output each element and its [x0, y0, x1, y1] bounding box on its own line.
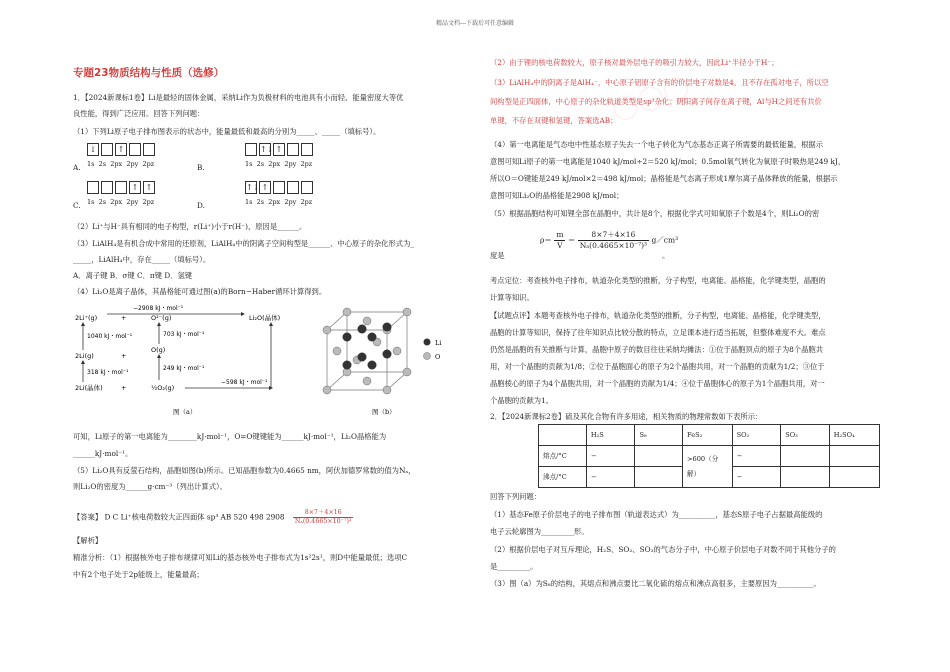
explain-line-r4: 单键，不存在双键和氢键，答案选AB；: [490, 116, 618, 125]
bh-e249: 249 kJ・mol⁻¹: [163, 365, 205, 372]
q1-intro-line-1: 1．【2024新课标1卷】Li是最轻的固体金属，采纳Li作为负极材料的电池具有小而轻、能量密度大等优: [73, 93, 404, 102]
bh-e318: 318 kJ・mol⁻¹: [87, 369, 129, 376]
orbital-labels-b: 1s 2s 2px 2py 2pz: [245, 160, 313, 168]
bh-e703: 703 kJ・mol⁻¹: [163, 331, 205, 338]
page-header: 精品文档---下载后可任意编辑: [435, 20, 515, 27]
legend-li-marker: [424, 339, 431, 346]
explain-line-r5: （4）第一电离能是气态电中性基态原子失去一个电子转化为气态基态正离子所需要的最低能量，根据示: [490, 140, 823, 149]
born-haber-diagram: [73, 300, 318, 418]
explain-line-r14: 晶胞的计算等知识，保持了往年知识点比较分散的特点，立足课本进行适当拓展，但整体难度不大。难点: [490, 328, 826, 337]
mv-numerator: m: [556, 230, 564, 239]
q2-part2-line1: （2）根据价层电子对互斥理论，H₂S、SO₂、SO₃的气态分子中，中心原子价层电子对数不同于其他分子的: [490, 545, 836, 554]
explain-line-r6: 意图可知Li原子的第一电离能是1040 kJ/mol÷2＝520 kJ/mol；0.5mol氧气转化为氧原子时吸热是249 kJ，: [490, 157, 846, 166]
bh-plus-3: +: [121, 384, 127, 392]
q1-part5-line2: 则Li₂O的密度为______g·cm⁻³（列出计算式）。: [73, 482, 227, 491]
table-cell: −: [732, 467, 781, 488]
orbital-diagram-a: ↓ ↑: [87, 143, 157, 157]
rho-unit: g／cm³: [651, 235, 679, 245]
table-header-row: [539, 425, 880, 446]
answer-denominator: Nₐ(0.4665×10⁻⁷)³: [294, 518, 352, 525]
explain-line-r15: 仍然是晶胞的有关推断与计算，晶胞中原子的数目往往采纳均摊法：①位于晶胞顶点的原子为8个晶胞共: [490, 345, 823, 354]
bh-e598: −598 kJ・mol⁻¹: [221, 379, 268, 386]
answer-fraction: [293, 509, 354, 526]
table-header-cell: H₂S: [586, 425, 635, 446]
table-header-cell: SO₃: [781, 425, 830, 446]
answer-line: [73, 509, 353, 526]
rho-symbol: ρ＝: [540, 235, 552, 245]
q1-part3-line2: _____，LiAlH₄中，存在_____（填标号）。: [73, 255, 211, 264]
analysis-heading: 【解析】: [73, 536, 103, 545]
bh-li-solid: 2Li(晶体): [75, 384, 103, 392]
orbital-labels-d: 1s 2s 2px 2py 2pz: [245, 198, 313, 206]
q1-part1: （1）下列Li原子电子排布图表示的状态中，能量最低和最高的分别为_____、_____（填标号）。: [73, 127, 381, 136]
table-cell: [829, 446, 879, 467]
bh-o-gas: O(g): [151, 346, 166, 354]
bh-top-energy: −2908 kJ・mol⁻¹: [133, 305, 184, 312]
table-cell: −: [586, 446, 635, 467]
figure-a-caption: 图（a）: [173, 408, 197, 416]
option-b-label: B.: [197, 163, 205, 172]
table-cell: [635, 446, 683, 467]
bh-li-ion: 2Li⁺(g): [75, 314, 98, 322]
q1-part3-options: A．离子键 B．σ键 C．π键 D．氢键: [73, 271, 193, 280]
bh-li2o: Li₂O(晶体): [249, 314, 281, 322]
explain-line-r2: （3）LiAlH₄中的阴离子是AlH₄⁻，中心原子铝原子含有的价层电子对数是4，且不存在孤对电子，所以空: [490, 78, 829, 87]
legend-o-label: O: [435, 353, 441, 361]
bh-e1040: 1040 kJ・mol⁻¹: [87, 333, 133, 340]
table-cell: −: [586, 467, 635, 488]
q2-part3: （3）图（a）为S₈的结构，其熔点和沸点要比二氧化硫的熔点和沸点高很多，主要原因为__________。: [490, 579, 821, 588]
table-header-cell: [539, 425, 587, 446]
explain-line-r12: 计算等知识。: [490, 293, 534, 302]
answer-text: 【答案】 D C Li⁺核电荷数较大正四面体 sp³ AB 520 498 2908: [73, 512, 285, 522]
explain-line-r3: 间构型是正四面体，中心原子的杂化轨道类型是sp³杂化；阴阳离子间存在离子键，Al与H之间还有共价: [490, 97, 822, 106]
q1-part4-blanks-2: ______kJ·mol⁻¹。: [73, 449, 133, 458]
q1-part5-line1: （5）Li₂O具有反萤石结构，晶胞如图(b)所示。已知晶胞参数为0.4665 nm，阿伏加德罗常数的值为Nₐ，: [73, 466, 416, 475]
mv-denominator: V: [557, 241, 563, 250]
rho-fraction: [578, 230, 649, 251]
explain-line-r16: 用，对一个晶胞的贡献为1/8；②位于晶胞面心的原子为2个晶胞共用，对一个晶胞的贡献为1/2；③位于: [490, 362, 825, 371]
q1-part4: （4）Li₂O是离子晶体，其晶格能可通过图(a)的Born−Haber循环计算得到。: [73, 287, 327, 296]
explain-line-r17: 晶胞棱心的原子为4个晶胞共用，对一个晶胞的贡献为1/4；④位于晶胞体心的原子为1个晶胞共用，对一: [490, 379, 825, 388]
figure-b-caption: 图（b）: [372, 408, 396, 416]
explain-line-r13: 【试题点评】本题考查核外电子排布，轨道杂化类型的推断，分子构型，电离能、晶格能，化学键类型，: [490, 311, 826, 320]
watermark: ◯◯◯: [607, 70, 693, 124]
table-header-cell: H₂SO₄: [829, 425, 879, 446]
density-formula: [540, 230, 678, 251]
bh-plus-1: +: [121, 314, 127, 322]
table-cell: [829, 467, 879, 488]
option-d-label: D.: [197, 201, 205, 210]
bh-o2-half: ½O₂(g): [151, 384, 175, 392]
table-cell: [635, 467, 683, 488]
orbital-diagram-c: ↑ ↑: [87, 181, 157, 195]
rho-denominator: Nₐ(0.4665×10⁻⁷)³: [579, 241, 648, 250]
q1-part4-blanks: 可知，Li原子的第一电离能为________kJ·mol⁻¹，O=O键键能为______kJ·mol⁻¹，Li₂O晶格能为: [73, 432, 387, 441]
table-header-cell: FeS₂: [683, 425, 733, 446]
mv-fraction: [554, 230, 565, 251]
orbital-diagram-b: ↑↓ ↑: [245, 143, 315, 157]
explain-line-r11: 考点定位：考查核外电子排布，轨道杂化类型的推断，分子构型，电离能、晶格能，化学键类型，晶胞的: [490, 276, 826, 285]
explain-line-r18: 个晶胞的贡献为1。: [490, 396, 554, 405]
table-row-label: 熔点/°C: [539, 446, 587, 467]
table-row-melting: [539, 446, 880, 467]
option-a-label: A.: [73, 163, 81, 172]
q2-part2-line2: 是_________。: [490, 562, 538, 571]
rho-numerator: 8×7＋4×16: [578, 230, 649, 241]
q1-part3-line1: （3）LiAlH₄是有机合成中常用的还原剂，LiAlH₄中的阴离子空间构型是______、中心原子的杂化形式为_: [73, 239, 415, 248]
option-c-label: C.: [73, 201, 81, 210]
section-title: 专题23物质结构与性质（选修）: [73, 67, 225, 79]
explain-line-r1: （2）由于锂的核电荷数较大，原子核对最外层电子的吸引力较大，因此Li⁺半径小于H⁻；: [490, 58, 779, 67]
q1-part2: （2）Li⁺与H⁻具有相同的电子构型，r(Li⁺)小于r(H⁻)，原因是______。: [73, 222, 307, 231]
explain-line-r9: （5）根据晶胞结构可知锂全部在晶胞中，共计是8个，根据化学式可知氧原子个数是4个，则Li₂O的密: [490, 209, 820, 218]
explain-line-r10a: 度是: [490, 251, 505, 260]
q2-part1-line2: 电子云轮廓图为_________形。: [490, 527, 589, 536]
analysis-line2: 中有2个电子处于2p能级上，能量最高；: [73, 570, 204, 579]
equals-sign: ＝: [567, 235, 576, 245]
orbital-diagram-d: ↑↓ ↑: [245, 181, 315, 195]
table-header-cell: SO₂: [732, 425, 781, 446]
bh-o2-ion: O²⁻(g): [151, 314, 172, 322]
table-cell: [781, 467, 830, 488]
crystal-cell-diagram: [317, 302, 457, 418]
table-cell: −: [732, 446, 781, 467]
answer-numerator: 8×7＋4×16: [293, 509, 354, 518]
answer-prompt: 回答下列问题：: [490, 492, 542, 501]
table-header-cell: S₈: [635, 425, 683, 446]
analysis-line1: 精准分析：（1）根据核外电子排布规律可知Li的基态核外电子排布式为1s²2s¹，则D中能量最低；选项C: [73, 553, 408, 562]
q1-intro-line-2: 良性能，得到广泛应用。回答下列问题：: [73, 109, 205, 118]
explain-line-r7: 所以O＝O键能是249 kJ/mol×2＝498 kJ/mol；晶格能是气态离子形成1摩尔离子晶体释放的能量，根据示: [490, 174, 838, 183]
properties-table: [538, 424, 880, 488]
explain-line-r8: 意图可知Li₂O的晶格能是2908 kJ/mol；: [490, 191, 624, 200]
q2-part1-line1: （1）基态Fe原子价层电子的电子排布图（轨道表达式）为__________，基态S原子电子占据最高能级的: [490, 510, 823, 519]
table-cell: [781, 446, 830, 467]
legend-o-marker: [424, 353, 431, 360]
question-2-intro: 2．【2024新课标2卷】硫及其化合物有许多用途，相关物质的物理常数如下表所示：: [490, 412, 763, 421]
bh-li-gas: 2Li(g): [75, 352, 94, 360]
bh-plus-2: +: [121, 352, 127, 360]
orbital-labels-a: 1s 2s 2px 2py 2pz: [87, 160, 155, 168]
table-cell-fes2: >600（分解）: [683, 446, 733, 488]
explain-line-r10b: 。: [662, 251, 670, 260]
legend-li-label: Li: [435, 339, 442, 347]
orbital-labels-c: 1s 2s 2px 2py 2pz: [87, 198, 155, 206]
table-row-label: 沸点/°C: [539, 467, 587, 488]
